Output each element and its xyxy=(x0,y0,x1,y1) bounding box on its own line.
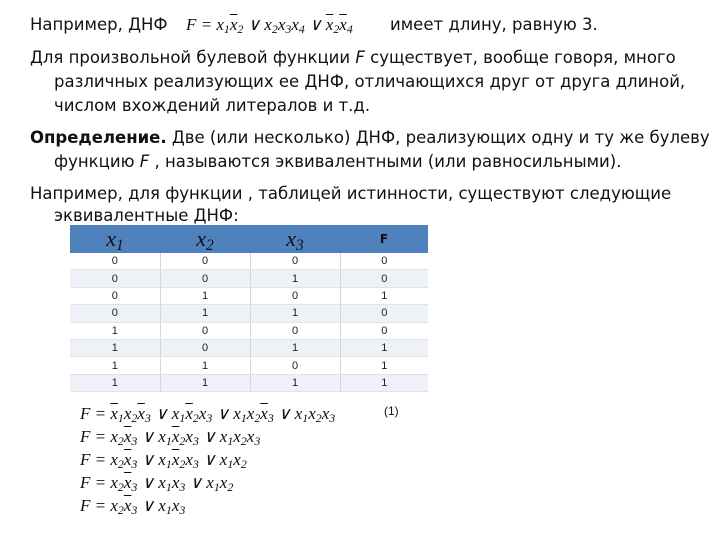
table-cell: 0 xyxy=(250,287,340,304)
table-cell: 0 xyxy=(340,322,428,339)
table-row xyxy=(70,322,428,339)
table-cell: 1 xyxy=(250,270,340,287)
table-cell: 0 xyxy=(160,253,250,270)
table-cell: 0 xyxy=(160,270,250,287)
example-intro-prefix: Например, ДНФ xyxy=(30,15,168,34)
table-row xyxy=(70,253,428,270)
table-cell: 0 xyxy=(70,253,160,270)
table-cell: 1 xyxy=(160,305,250,322)
table-cell: 0 xyxy=(250,322,340,339)
paragraph-1-line-2: различных реализующих ее ДНФ, отличающихся друг от друга длиной, xyxy=(54,72,686,91)
dnf-formula-2: $F = x_2\overline{x}_3$ ∨ $x_1\overline{x}_2x_3$ ∨ $x_1x_2x_3$ xyxy=(80,427,261,448)
dnf-formula-4: $F = x_2\overline{x}_3$ ∨ $x_1x_3$ ∨ $x_1x_2$ xyxy=(80,473,234,494)
truth-table xyxy=(70,225,428,392)
table-cell: 0 xyxy=(70,305,160,322)
table-cell: 0 xyxy=(70,287,160,304)
definition-label: Определение. xyxy=(30,128,167,147)
table-cell: 1 xyxy=(250,374,340,391)
definition-line-1 xyxy=(30,127,710,149)
table-cell: 1 xyxy=(70,374,160,391)
table-cell: 0 xyxy=(160,339,250,356)
example-intro xyxy=(30,14,168,36)
dnf-formula-5: $F = x_2\overline{x}_3$ ∨ $x_1x_3$ xyxy=(80,496,186,517)
p1-part-b: существует, вообще говоря, много xyxy=(364,48,676,67)
table-cell: 1 xyxy=(160,287,250,304)
table-cell: 1 xyxy=(340,287,428,304)
p1-part-a: Для произвольной булевой функции xyxy=(30,48,356,67)
definition-text-c: , называются эквивалентными (или равносильными). xyxy=(149,152,622,171)
header-x2: $x_2$ xyxy=(160,225,250,253)
table-cell: 1 xyxy=(160,357,250,374)
table-cell: 0 xyxy=(340,270,428,287)
formula-number: (1) xyxy=(384,404,399,418)
table-cell: 0 xyxy=(250,253,340,270)
header-F: F xyxy=(340,225,428,253)
example-intro-suffix: имеет длину, равную 3. xyxy=(390,15,598,34)
header-x3: $x_3$ xyxy=(250,225,340,253)
table-cell: 1 xyxy=(250,305,340,322)
equivalent-dnf-list xyxy=(80,402,335,517)
table-cell: 1 xyxy=(340,339,428,356)
truth-table-header xyxy=(70,225,428,253)
example-line-1: Например, для функции , таблицей истинности, существуют следующие xyxy=(30,184,672,203)
table-row xyxy=(70,374,428,391)
table-cell: 1 xyxy=(250,339,340,356)
table-cell: 1 xyxy=(340,357,428,374)
table-cell: 0 xyxy=(340,305,428,322)
definition-text-b: функцию xyxy=(54,152,140,171)
paragraph-1-line-1 xyxy=(30,47,676,69)
table-cell: 1 xyxy=(70,357,160,374)
table-row xyxy=(70,270,428,287)
definition-text-a: Две (или несколько) ДНФ, реализующих одну и ту же булеву xyxy=(166,128,710,147)
table-cell: 0 xyxy=(340,253,428,270)
table-cell: 1 xyxy=(70,322,160,339)
table-cell: 1 xyxy=(160,374,250,391)
table-cell: 1 xyxy=(340,374,428,391)
header-x1: $x_1$ xyxy=(70,225,160,253)
p1-F: F xyxy=(355,48,365,67)
table-row xyxy=(70,339,428,356)
paragraph-1-line-3: числом вхождений литералов и т.д. xyxy=(54,96,371,115)
definition-line-2 xyxy=(54,151,621,173)
table-cell: 0 xyxy=(250,357,340,374)
table-row xyxy=(70,305,428,322)
definition-F: F xyxy=(139,152,150,171)
dnf-formula-3: $F = x_2\overline{x}_3$ ∨ $x_1\overline{x}_2x_3$ ∨ $x_1x_2$ xyxy=(80,450,247,471)
table-cell: 0 xyxy=(70,270,160,287)
table-cell: 0 xyxy=(160,322,250,339)
example-line-2: эквивалентные ДНФ: xyxy=(54,206,239,225)
dnf-example-formula: $F = x_1\overline{x}_2$ ∨ $x_2x_3x_4$ ∨ $\overline{x}_2\overline{x}_4$ xyxy=(186,15,353,36)
dnf-formula-1: $F = \overline{x}_1x_2\overline{x}_3$ ∨ $x_1\overline{x}_2x_3$ ∨ $x_1x_2\overline{x}_3$ ∨ $x_1x_2x_3$ xyxy=(80,404,336,425)
table-cell: 1 xyxy=(70,339,160,356)
table-row xyxy=(70,287,428,304)
table-row xyxy=(70,357,428,374)
